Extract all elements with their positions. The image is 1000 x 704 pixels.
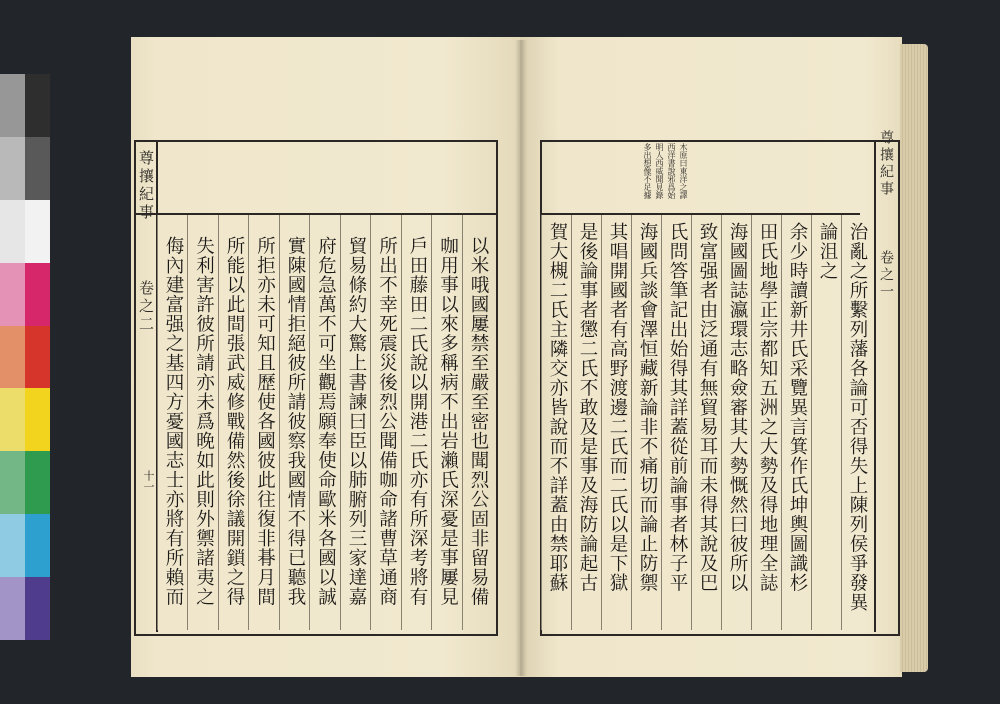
right-header-rule: [540, 213, 860, 215]
color-swatch: [0, 263, 25, 326]
strip-row: [0, 451, 50, 514]
color-swatch: [0, 514, 25, 577]
strip-row: [0, 388, 50, 451]
left-folio: 十一: [142, 470, 155, 492]
strip-row: [0, 577, 50, 640]
column-rule: [691, 215, 692, 630]
column-rule: [431, 215, 432, 630]
strip-row: [0, 326, 50, 389]
text-column: 實陳國情拒絕彼所請彼察我國情不得已聽我: [285, 236, 306, 607]
strip-row: [0, 263, 50, 326]
text-column: 侮內建富强之基四方憂國志士亦將有所賴而: [163, 236, 184, 607]
text-column: 所出不幸死震災後烈公聞備咖命諸曹草通商: [376, 236, 398, 607]
header-note-line: 明人西威聞見錄: [655, 143, 664, 199]
strip-row: [0, 137, 50, 200]
left-banxin-title: 尊攘紀事: [137, 150, 155, 222]
color-swatch: [25, 326, 50, 389]
color-calibration-strip: [0, 74, 50, 640]
right-banxin-rule: [874, 142, 876, 632]
strip-row: [0, 200, 50, 263]
color-swatch: [0, 388, 25, 451]
column-rule: [571, 215, 572, 630]
column-rule: [187, 215, 188, 630]
column-rule: [462, 215, 463, 630]
left-banxin-volume: 卷之二: [137, 280, 155, 334]
text-column: 所拒亦未可知且歷使各國彼此往復非朞月間: [254, 236, 276, 607]
color-swatch: [0, 451, 25, 514]
text-column: 治亂之所繫列藩各論可否得失上陳列侯爭發異: [847, 222, 868, 612]
column-rule: [841, 215, 842, 630]
color-swatch: [0, 326, 25, 389]
right-banxin-volume: 卷之一: [878, 250, 894, 301]
text-column: 是後論事者懲二氏不敢及是事及海防論起古: [577, 222, 598, 593]
column-rule: [751, 215, 752, 630]
color-swatch: [25, 137, 50, 200]
book-gutter: [515, 40, 527, 676]
strip-row: [0, 514, 50, 577]
column-rule: [811, 215, 812, 630]
color-swatch: [25, 388, 50, 451]
column-rule: [661, 215, 662, 630]
column-rule: [601, 215, 602, 630]
column-rule: [218, 215, 219, 630]
color-swatch: [0, 200, 25, 263]
text-column: 其唱開國者有高野渡邊二氏而二氏以是下獄: [607, 222, 628, 593]
text-column: 所能以此間張武威修戰備然後徐議開鎖之得: [224, 236, 245, 607]
text-column: 賀大槻二氏主隣交亦皆說而不詳蓋由禁耶蘇: [547, 222, 568, 593]
color-swatch: [0, 74, 25, 137]
column-rule: [309, 215, 310, 630]
text-column: 貿易條約大驚上書諫曰臣以肺腑列三家達嘉: [346, 236, 367, 607]
text-column: 海國圖誌瀛環志略僉審其大勢慨然曰彼所以: [727, 222, 748, 593]
column-rule: [248, 215, 249, 630]
column-rule: [157, 215, 158, 630]
text-column: 咖用事以來多稱病不出岩瀨氏深憂是事屢見: [437, 236, 459, 607]
text-column: 余少時讀新井氏采覽異言箕作氏坤輿圖識杉: [787, 222, 808, 593]
text-column: 論沮之: [817, 222, 838, 281]
column-rule: [631, 215, 632, 630]
color-swatch: [25, 200, 50, 263]
text-column: 氏問答筆記出始得其詳蓋從前論事者林子平: [667, 222, 688, 593]
text-column: 府危急萬不可坐觀焉願奉使命歐米各國以誠: [315, 236, 337, 607]
text-column: 以米哦國屢禁至嚴至密也聞烈公固非留易備: [468, 236, 489, 607]
column-rule: [370, 215, 371, 630]
color-swatch: [25, 451, 50, 514]
column-rule: [541, 215, 542, 630]
color-swatch: [25, 514, 50, 577]
right-banxin-title: 尊攘紀事: [878, 130, 894, 198]
strip-row: [0, 74, 50, 137]
header-note-line: 木原曰東洋之譯: [679, 143, 688, 199]
column-rule: [401, 215, 402, 630]
color-swatch: [25, 74, 50, 137]
column-rule: [340, 215, 341, 630]
column-rule: [781, 215, 782, 630]
left-header-rule: [134, 213, 496, 215]
text-column: 海國兵談會澤恒藏新論非不痛切而論止防禦: [637, 222, 658, 593]
page-edges: [900, 44, 928, 672]
text-column: 致富强者由泛通有無貿易耳而未得其說及巴: [697, 222, 718, 593]
color-swatch: [0, 137, 25, 200]
color-swatch: [25, 577, 50, 640]
column-rule: [279, 215, 280, 630]
color-swatch: [25, 263, 50, 326]
column-rule: [721, 215, 722, 630]
header-note-line: 多出想像不足據: [643, 143, 652, 199]
header-note-line: 西洋書說邪爲始: [667, 143, 676, 199]
text-column: 田氏地學正宗都知五洲之大勢及得地理全誌: [757, 222, 778, 593]
color-swatch: [0, 577, 25, 640]
text-column: 戶田藤田二氏說以開港二氏亦有所深考將有: [407, 236, 428, 607]
text-column: 失利害許彼所請亦未爲晚如此則外禦諸夷之: [193, 236, 215, 607]
